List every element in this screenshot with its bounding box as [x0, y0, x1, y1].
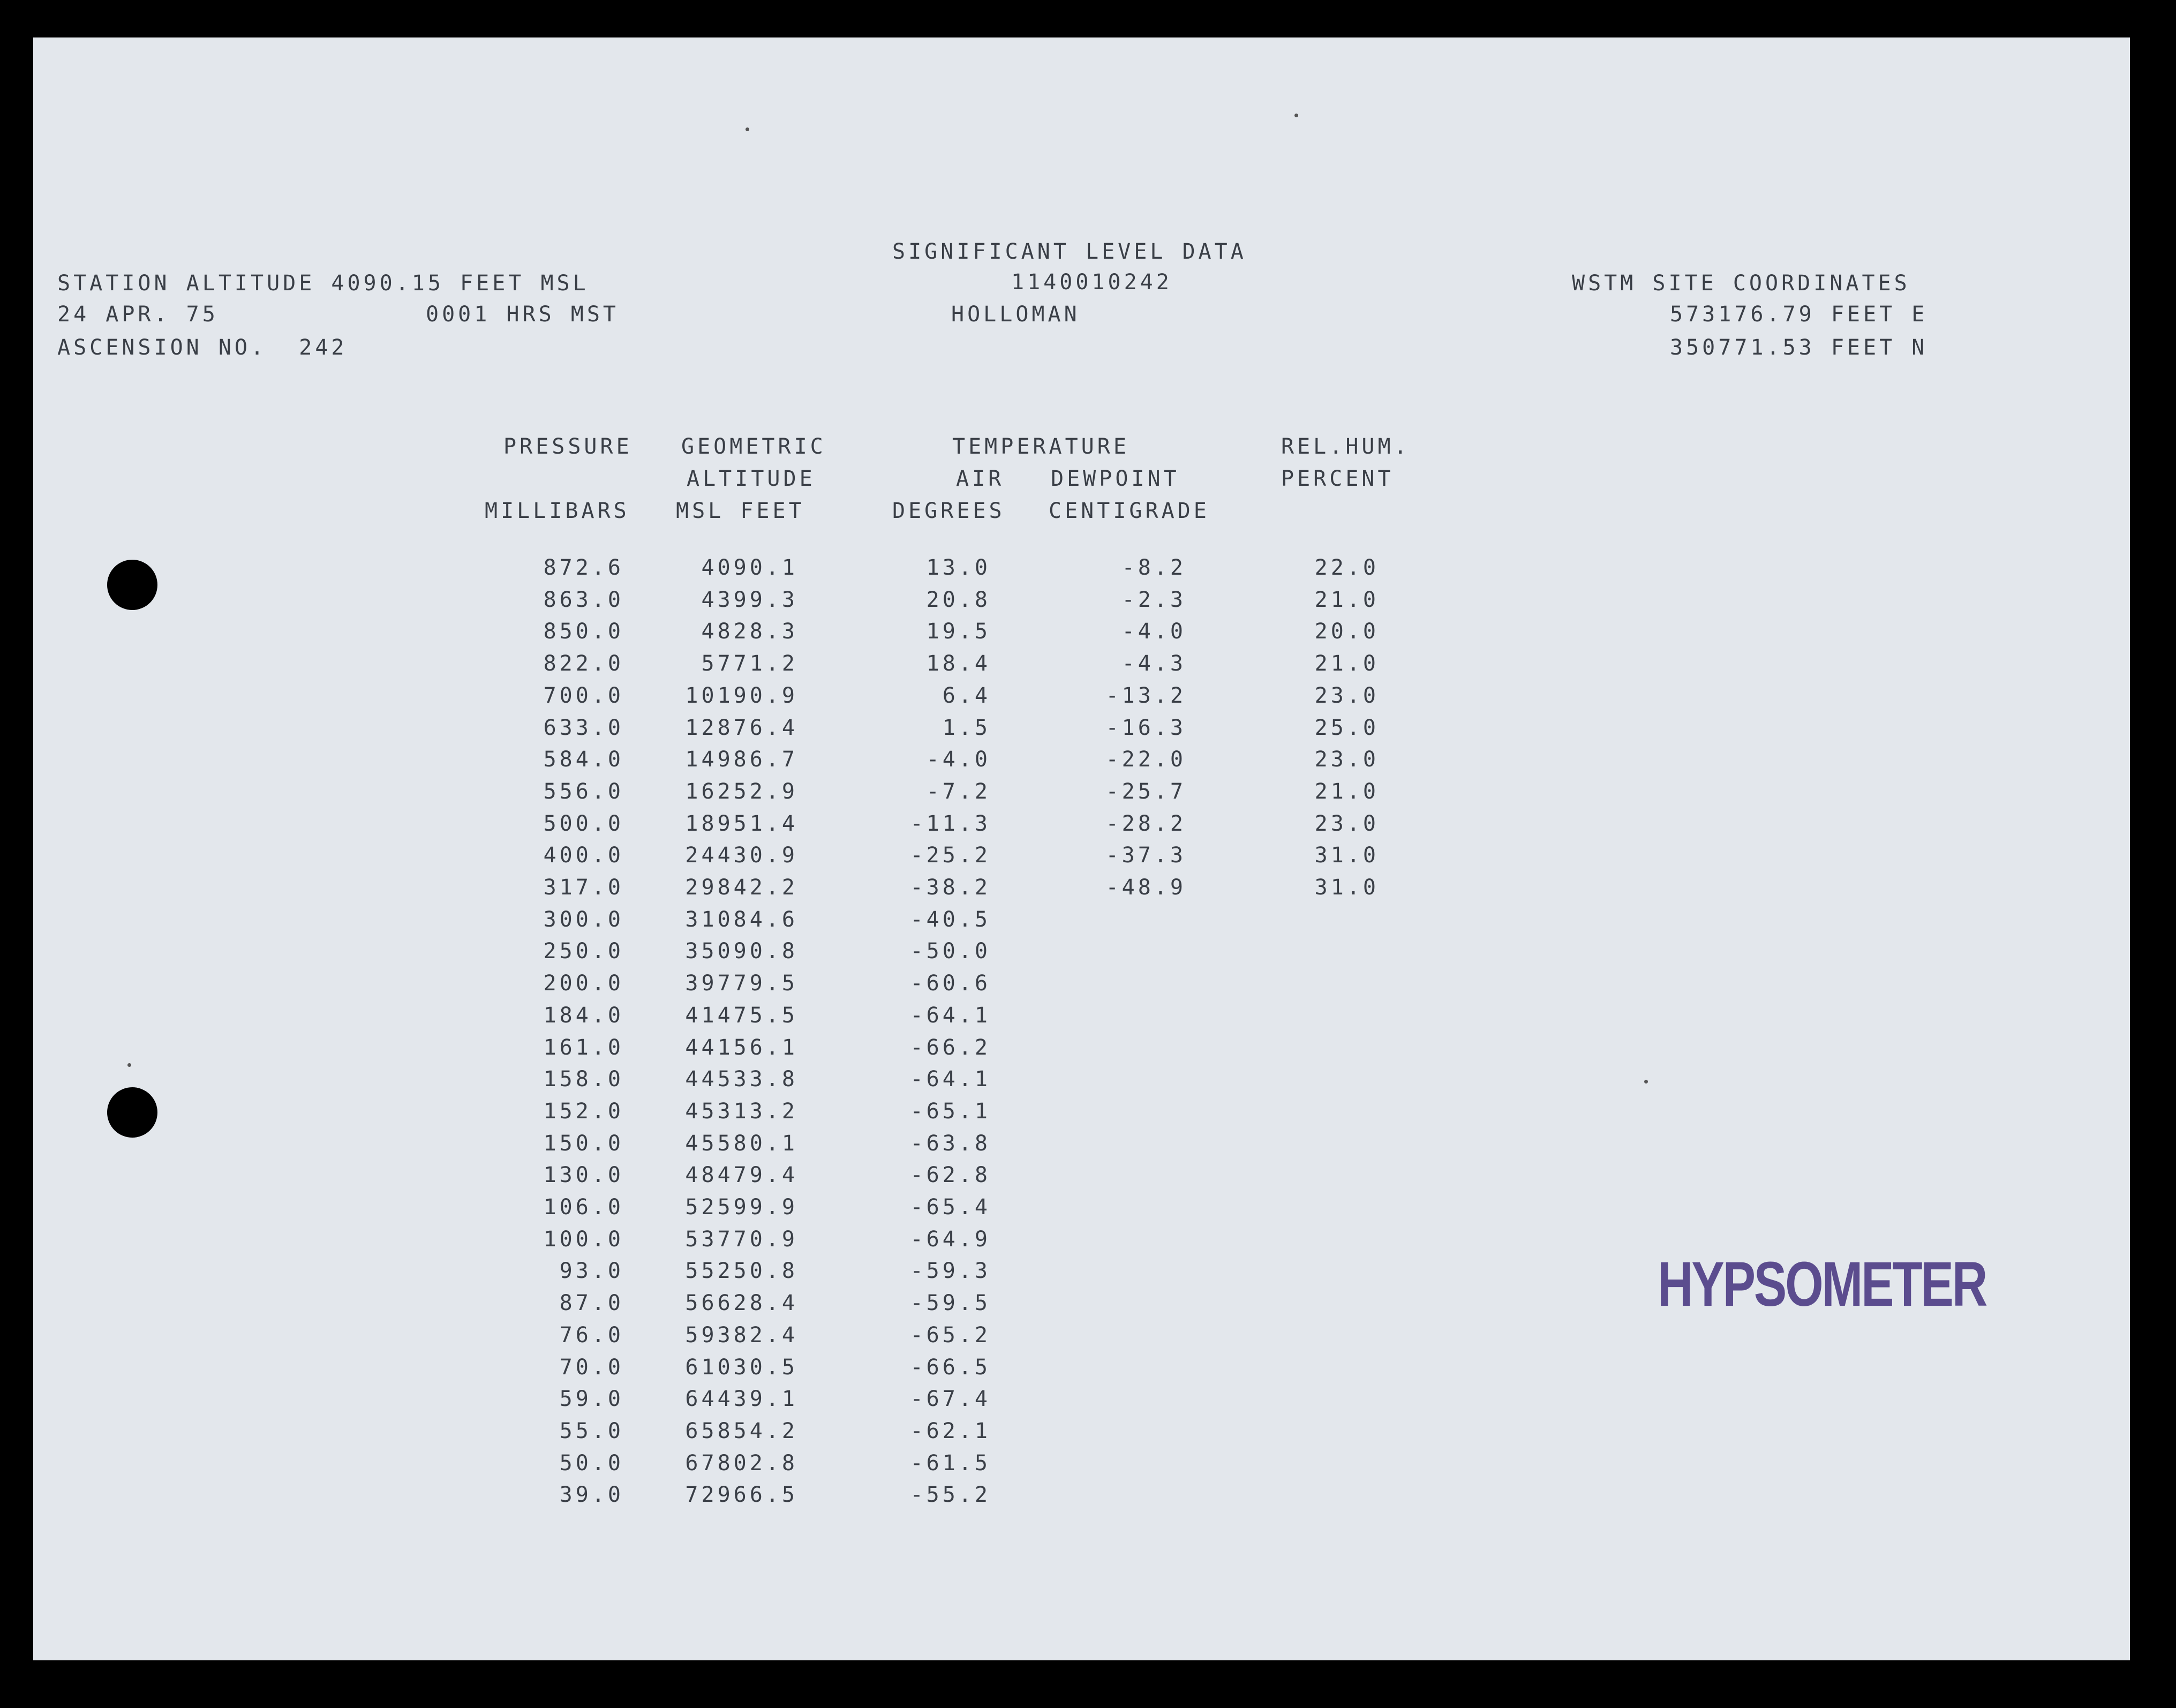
air-temp-cell: -60.6	[910, 971, 991, 996]
altitude-cell: 39779.5	[685, 971, 798, 996]
altitude-cell: 18951.4	[685, 811, 798, 836]
altitude-cell: 45313.2	[685, 1098, 798, 1124]
pressure-cell: 184.0	[543, 1003, 624, 1028]
time: 0001 HRS MST	[426, 302, 619, 327]
air-temp-cell: -64.1	[910, 1003, 991, 1028]
air-temp-cell: -62.1	[910, 1418, 991, 1443]
table-row	[0, 1066, 2176, 1097]
site-name: HOLLOMAN	[951, 302, 1080, 327]
pressure-cell: 161.0	[543, 1035, 624, 1060]
altitude-cell: 4090.1	[701, 555, 798, 580]
rel-hum-cell: 21.0	[1314, 651, 1379, 676]
rel-hum-cell: 25.0	[1314, 715, 1379, 740]
dewpoint-cell: -2.3	[1121, 587, 1186, 612]
altitude-cell: 29842.2	[685, 875, 798, 900]
page-title: SIGNIFICANT LEVEL DATA	[892, 239, 1247, 264]
table-row	[0, 1450, 2176, 1481]
pressure-cell: 863.0	[543, 587, 624, 612]
altitude-cell: 5771.2	[701, 651, 798, 676]
air-temp-cell: -55.2	[910, 1483, 991, 1508]
pressure-cell: 55.0	[559, 1418, 624, 1443]
altitude-cell: 31084.6	[685, 907, 798, 932]
air-temp-cell: -67.4	[910, 1387, 991, 1412]
air-temp-cell: -4.0	[926, 747, 991, 772]
dewpoint-cell: -22.0	[1105, 747, 1186, 772]
pressure-cell: 700.0	[543, 683, 624, 708]
pressure-cell: 130.0	[543, 1163, 624, 1188]
rel-hum-cell: 23.0	[1314, 683, 1379, 708]
altitude-cell: 52599.9	[685, 1195, 798, 1220]
table-row	[0, 747, 2176, 778]
rel-hum-cell: 23.0	[1314, 811, 1379, 836]
pressure-cell: 76.0	[559, 1322, 624, 1348]
pressure-cell: 200.0	[543, 971, 624, 996]
table-row	[0, 715, 2176, 746]
altitude-cell: 44533.8	[685, 1067, 798, 1092]
table-row	[0, 555, 2176, 586]
column-header-air: AIR	[956, 466, 1005, 491]
rel-hum-cell: 21.0	[1314, 779, 1379, 804]
rel-hum-cell: 31.0	[1314, 875, 1379, 900]
table-row	[0, 1035, 2176, 1066]
air-temp-cell: -7.2	[926, 779, 991, 804]
dewpoint-cell: -28.2	[1105, 811, 1186, 836]
altitude-cell: 64439.1	[685, 1387, 798, 1412]
dewpoint-cell: -16.3	[1105, 715, 1186, 740]
rel-hum-cell: 20.0	[1314, 619, 1379, 644]
altitude-cell: 65854.2	[685, 1418, 798, 1443]
column-header-millibars: MILLIBARS	[485, 499, 630, 523]
air-temp-cell: -66.2	[910, 1035, 991, 1060]
table-row	[0, 1418, 2176, 1449]
table-row	[0, 1098, 2176, 1130]
air-temp-cell: -50.0	[910, 939, 991, 964]
air-temp-cell: -59.3	[910, 1259, 991, 1284]
air-temp-cell: 19.5	[926, 619, 991, 644]
altitude-cell: 41475.5	[685, 1003, 798, 1028]
altitude-cell: 12876.4	[685, 715, 798, 740]
pressure-cell: 93.0	[559, 1259, 624, 1284]
air-temp-cell: 13.0	[926, 555, 991, 580]
pressure-cell: 59.0	[559, 1387, 624, 1412]
air-temp-cell: -61.5	[910, 1450, 991, 1476]
pressure-cell: 317.0	[543, 875, 624, 900]
altitude-cell: 56628.4	[685, 1291, 798, 1316]
air-temp-cell: -40.5	[910, 907, 991, 932]
dewpoint-cell: -37.3	[1105, 843, 1186, 868]
air-temp-cell: 6.4	[942, 683, 991, 708]
column-header-centigrade: CENTIGRADE	[1049, 499, 1210, 523]
air-temp-cell: -38.2	[910, 875, 991, 900]
air-temp-cell: -64.1	[910, 1067, 991, 1092]
pressure-cell: 158.0	[543, 1067, 624, 1092]
air-temp-cell: 1.5	[942, 715, 991, 740]
pressure-cell: 250.0	[543, 939, 624, 964]
air-temp-cell: -65.4	[910, 1195, 991, 1220]
column-header-msl-feet: MSL FEET	[676, 499, 805, 523]
pressure-cell: 39.0	[559, 1483, 624, 1508]
air-temp-cell: -65.1	[910, 1098, 991, 1124]
table-row	[0, 811, 2176, 842]
dewpoint-cell: -13.2	[1105, 683, 1186, 708]
table-row	[0, 1482, 2176, 1513]
table-row	[0, 587, 2176, 618]
altitude-cell: 14986.7	[685, 747, 798, 772]
coordinates-title: WSTM SITE COORDINATES	[1572, 271, 1910, 296]
table-row	[0, 907, 2176, 938]
pressure-cell: 500.0	[543, 811, 624, 836]
speck	[1294, 114, 1298, 117]
column-header-degrees: DEGREES	[892, 499, 1005, 523]
pressure-cell: 87.0	[559, 1291, 624, 1316]
id-number: 1140010242	[1011, 270, 1172, 295]
air-temp-cell: 20.8	[926, 587, 991, 612]
pressure-cell: 152.0	[543, 1098, 624, 1124]
pressure-cell: 50.0	[559, 1450, 624, 1476]
table-row	[0, 1003, 2176, 1034]
altitude-cell: 10190.9	[685, 683, 798, 708]
altitude-cell: 24430.9	[685, 843, 798, 868]
air-temp-cell: 18.4	[926, 651, 991, 676]
altitude-cell: 16252.9	[685, 779, 798, 804]
altitude-cell: 53770.9	[685, 1227, 798, 1252]
altitude-cell: 67802.8	[685, 1450, 798, 1476]
column-header-altitude: ALTITUDE	[687, 466, 816, 491]
pressure-cell: 633.0	[543, 715, 624, 740]
air-temp-cell: -65.2	[910, 1322, 991, 1348]
altitude-cell: 72966.5	[685, 1483, 798, 1508]
rel-hum-cell: 22.0	[1314, 555, 1379, 580]
station-altitude: STATION ALTITUDE 4090.15 FEET MSL	[57, 271, 589, 296]
pressure-cell: 100.0	[543, 1227, 624, 1252]
air-temp-cell: -11.3	[910, 811, 991, 836]
air-temp-cell: -66.5	[910, 1355, 991, 1380]
ascension-number: ASCENSION NO. 242	[57, 335, 348, 360]
table-row	[0, 619, 2176, 650]
altitude-cell: 48479.4	[685, 1163, 798, 1188]
pressure-cell: 150.0	[543, 1131, 624, 1156]
coordinate-east: 573176.79 FEET E	[1670, 302, 1928, 327]
table-row	[0, 1131, 2176, 1162]
table-row	[0, 938, 2176, 969]
dewpoint-cell: -4.3	[1121, 651, 1186, 676]
air-temp-cell: -59.5	[910, 1291, 991, 1316]
dewpoint-cell: -25.7	[1105, 779, 1186, 804]
column-header-dewpoint: DEWPOINT	[1051, 466, 1180, 491]
dewpoint-cell: -8.2	[1121, 555, 1186, 580]
altitude-cell: 45580.1	[685, 1131, 798, 1156]
dewpoint-cell: -48.9	[1105, 875, 1186, 900]
dewpoint-cell: -4.0	[1121, 619, 1186, 644]
table-row	[0, 1194, 2176, 1225]
pressure-cell: 70.0	[559, 1355, 624, 1380]
table-row	[0, 842, 2176, 874]
table-row	[0, 1386, 2176, 1417]
altitude-cell: 59382.4	[685, 1322, 798, 1348]
table-row	[0, 1162, 2176, 1193]
pressure-cell: 400.0	[543, 843, 624, 868]
pressure-cell: 850.0	[543, 619, 624, 644]
air-temp-cell: -63.8	[910, 1131, 991, 1156]
air-temp-cell: -62.8	[910, 1163, 991, 1188]
rel-hum-cell: 23.0	[1314, 747, 1379, 772]
altitude-cell: 4399.3	[701, 587, 798, 612]
pressure-cell: 106.0	[543, 1195, 624, 1220]
coordinate-north: 350771.53 FEET N	[1670, 335, 1928, 360]
rel-hum-cell: 21.0	[1314, 587, 1379, 612]
altitude-cell: 4828.3	[701, 619, 798, 644]
air-temp-cell: -64.9	[910, 1227, 991, 1252]
pressure-cell: 822.0	[543, 651, 624, 676]
altitude-cell: 55250.8	[685, 1259, 798, 1284]
table-row	[0, 779, 2176, 810]
hypsometer-stamp: HYPSOMETER	[1658, 1249, 1986, 1320]
column-header-geometric: GEOMETRIC	[681, 434, 826, 459]
table-row	[0, 1355, 2176, 1386]
table-row	[0, 683, 2176, 714]
altitude-cell: 44156.1	[685, 1035, 798, 1060]
column-header-pressure: PRESSURE	[503, 434, 633, 459]
column-header-temperature: TEMPERATURE	[952, 434, 1130, 459]
pressure-cell: 584.0	[543, 747, 624, 772]
column-header-percent: PERCENT	[1281, 466, 1394, 491]
table-row	[0, 1322, 2176, 1353]
pressure-cell: 556.0	[543, 779, 624, 804]
table-row	[0, 875, 2176, 906]
speck	[746, 127, 749, 131]
rel-hum-cell: 31.0	[1314, 843, 1379, 868]
air-temp-cell: -25.2	[910, 843, 991, 868]
pressure-cell: 300.0	[543, 907, 624, 932]
pressure-cell: 872.6	[543, 555, 624, 580]
date: 24 APR. 75	[57, 302, 219, 327]
altitude-cell: 35090.8	[685, 939, 798, 964]
table-row	[0, 651, 2176, 682]
column-header-rel-hum: REL.HUM.	[1281, 434, 1410, 459]
table-row	[0, 970, 2176, 1002]
altitude-cell: 61030.5	[685, 1355, 798, 1380]
